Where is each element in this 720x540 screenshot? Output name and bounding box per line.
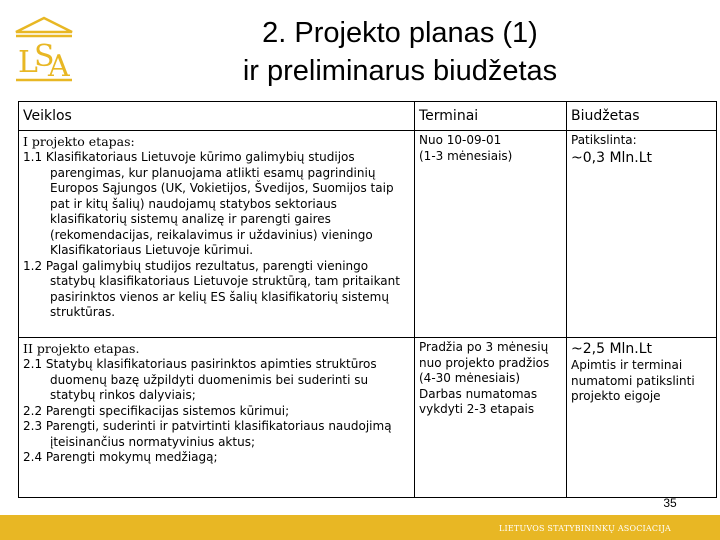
activity-item: 2.4 Parengti mokymų medžiagą; bbox=[23, 450, 218, 464]
activities-cell bbox=[19, 131, 415, 338]
activity-item: 2.2 Parengti specifikacijas sistemos kūrimui; bbox=[23, 403, 290, 418]
page-number: 35 bbox=[663, 496, 677, 510]
activities-cell bbox=[19, 338, 415, 498]
budget-value: ~0,3 Mln.Lt bbox=[571, 149, 653, 166]
footer-bar bbox=[0, 515, 720, 540]
activity-item: 1.2 Pagal galimybių studijos rezultatus, parengti vieningo statybų klasifikatoriaus Lietuvoje struktūrą, tam pritaikant pasirinktos vienos ar kelių ES šalių klasifikatorių sistemų struktūras. bbox=[23, 258, 400, 319]
lsa-logo-icon bbox=[8, 14, 80, 86]
project-plan-table bbox=[18, 101, 717, 498]
budget-label: Patikslinta: bbox=[571, 133, 637, 147]
activity-item: 2.1 Statybų klasifikatoriaus pasirinktos apimties struktūros duomenų bazę užpildyti duomenimis bei suderinti su statybų rinkos dalyviais; bbox=[23, 357, 377, 402]
title-line-1: 2. Projekto planas (1) bbox=[262, 17, 538, 49]
term-text: Nuo 10-09-01 bbox=[419, 133, 502, 147]
term-text: (1-3 mėnesiais) bbox=[419, 148, 513, 163]
header-activities: Veiklos bbox=[19, 102, 415, 131]
phase-title: I projekto etapas: bbox=[23, 134, 135, 149]
svg-text:S: S bbox=[34, 39, 55, 74]
table-row bbox=[19, 131, 717, 338]
footer-organization: LIETUVOS STATYBININKŲ ASOCIACIJA bbox=[499, 524, 671, 533]
svg-text:A: A bbox=[48, 49, 70, 84]
header-terms: Terminai bbox=[415, 102, 567, 131]
terms-cell bbox=[415, 338, 567, 498]
title-line-2: ir preliminarus biudžetas bbox=[242, 55, 558, 87]
budget-cell bbox=[567, 338, 717, 498]
activity-item: 2.3 Parengti, suderinti ir patvirtinti klasifikatoriaus naudojimą įteisinančius normatyvinius aktus; bbox=[23, 419, 392, 449]
table-header-row bbox=[19, 102, 717, 131]
page-title bbox=[140, 14, 660, 90]
terms-cell bbox=[415, 131, 567, 338]
table-row bbox=[19, 338, 717, 498]
budget-note: Apimtis ir terminai numatomi patikslinti projekto eigoje bbox=[571, 358, 695, 403]
phase-title: II projekto etapas. bbox=[23, 341, 140, 356]
activity-item: 1.1 Klasifikatoriaus Lietuvoje kūrimo galimybių studijos parengimas, kur planuojama atlikti esamų pagrindinių Europos Sąjungos (UK, Vokietijos, Švedijos, Suomijos taip pat ir kitų šalių) naudojamų statybos sektoriaus klasifikatorių sistemų analizę ir parengti gaires (rekomendacijas, reikalavimus ir uždavinius) vieningo Klasifikatoriaus Lietuvoje kūrimui. bbox=[23, 150, 394, 257]
header-budget: Biudžetas bbox=[567, 102, 717, 131]
budget-value: ~2,5 Mln.Lt bbox=[571, 341, 653, 357]
budget-cell bbox=[567, 131, 717, 338]
term-text: Pradžia po 3 mėnesių nuo projekto pradžios (4-30 mėnesiais) Darbas numatomas vykdyti 2-3 etapais bbox=[419, 340, 550, 416]
svg-text:L: L bbox=[18, 45, 38, 80]
